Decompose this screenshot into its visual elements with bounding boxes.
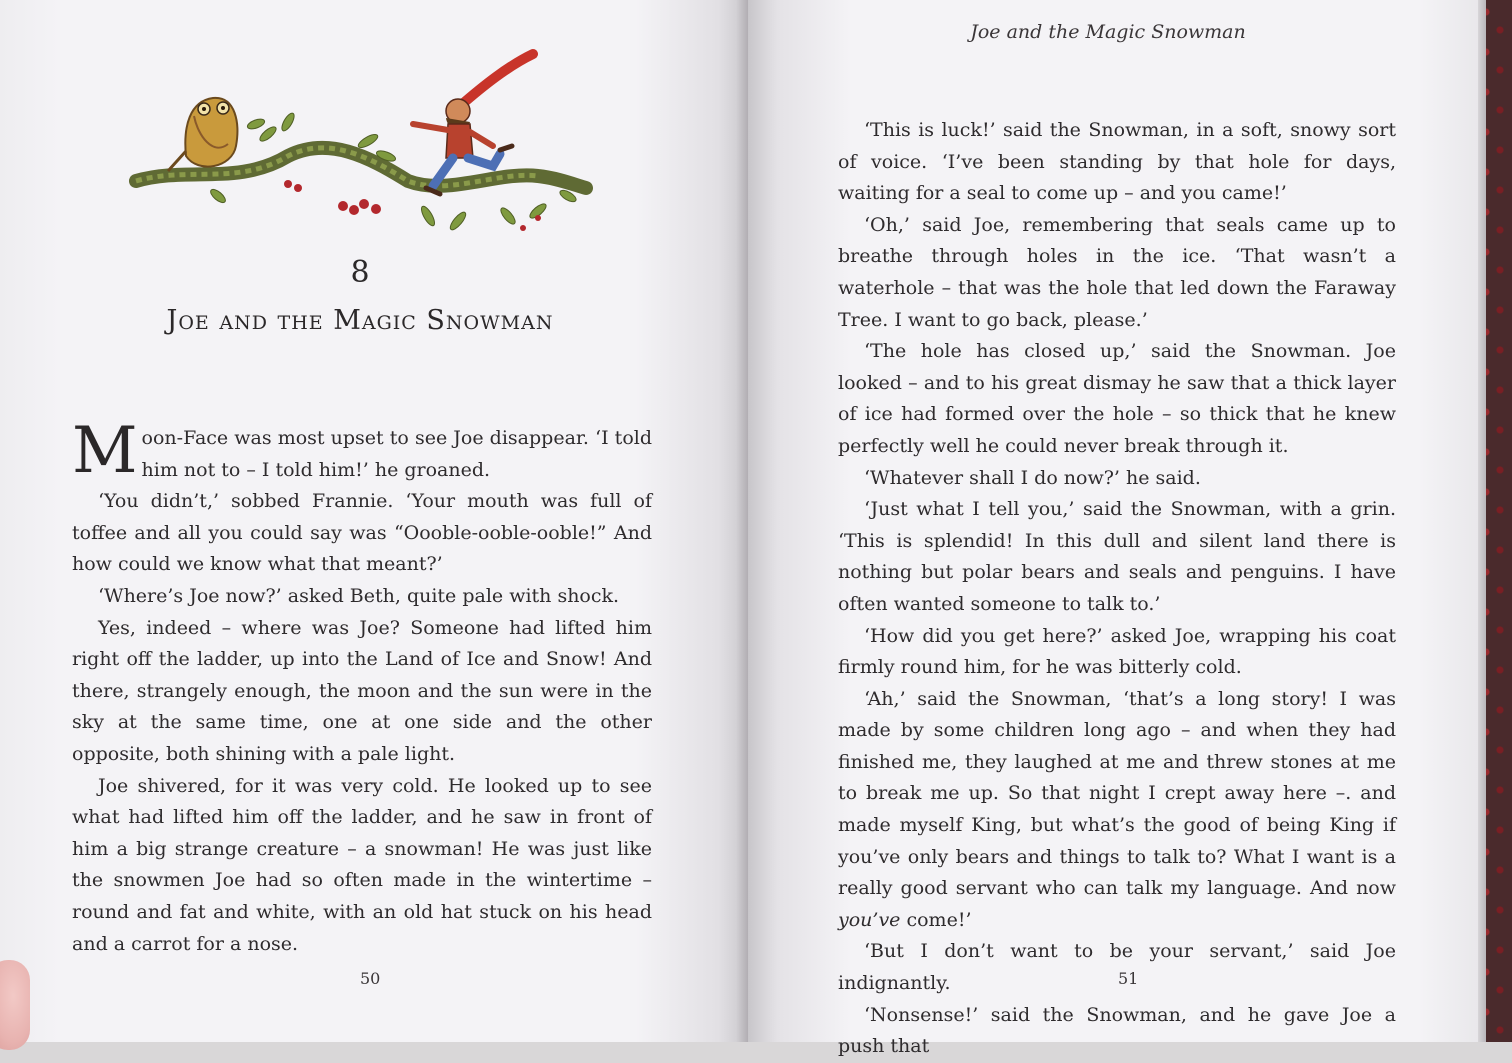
paragraph: ‘Nonsense!’ said the Snowman, and he gave Joe a push that (838, 1003, 1396, 1058)
paragraph: ‘How did you get here?’ asked Joe, wrapping his coat firmly round him, for he was bitterly cold. (838, 624, 1396, 679)
page-number: 51 (1118, 969, 1139, 988)
chapter-illustration (128, 46, 588, 251)
left-page (0, 0, 748, 1042)
line-prefix: And now (1309, 877, 1397, 900)
paragraph: ‘Where’s Joe now?’ asked Beth, quite pale with shock. (98, 584, 620, 607)
paragraph (838, 684, 1396, 937)
drop-cap: M (72, 414, 138, 488)
chapter-title: Joe and the Magic Snowman (166, 305, 554, 336)
paragraph-text: ‘Ah,’ said the Snowman, ‘that’s a long story! I was made by some children long ago – and when they had finished me, they laughed at me and threw stones at me to break me up. So that night I crept away here –. and made myself King, but what’s the good of being King if you’ve only bears and things to talk to? What I want is a really good servant who can talk my language. (838, 687, 1396, 900)
paragraph: ‘You didn’t,’ sobbed Frannie. ‘Your mouth was full of toffee and all you could say was “Oooble-ooble-ooble!” And how could we know what that meant?’ (72, 490, 652, 576)
paragraph: ‘This is luck!’ said the Snowman, in a soft, snowy sort of voice. ‘I’ve been standing by that hole for days, waiting for a seal to come up – and you came!’ (838, 119, 1396, 205)
right-body-text (838, 115, 1396, 1063)
paragraph: ‘But I don’t want to be your servant,’ said Joe indignantly. (838, 940, 1396, 995)
right-page (748, 0, 1478, 1058)
paragraph-text: oon-Face was most upset to see Joe disappear. ‘I told him not to – I told him!’ he groaned. (141, 427, 652, 481)
left-body-text (72, 414, 652, 960)
emphasis-text: you’ve (838, 908, 901, 931)
book-cover-edge (1478, 0, 1512, 1042)
paragraph: ‘Oh,’ said Joe, remembering that seals came up to breathe through holes in the ice. ‘That wasn’t a waterhole – that was the hole that led down the Faraway Tree. I want to go back, please.’ (838, 213, 1396, 331)
paragraph: ‘Whatever shall I do now?’ he said. (864, 466, 1201, 489)
thumb (0, 960, 30, 1050)
paragraph: Joe shivered, for it was very cold. He looked up to see what had lifted him off the ladder, and he saw in front of him a big strange creature – a snowman! He was just like the snowmen Joe had so often made in the wintertime – round and fat and white, with an old hat stuck on his head and a carrot for a nose. (72, 774, 652, 955)
page-number: 50 (360, 969, 381, 988)
paragraph: Yes, indeed – where was Joe? Someone had lifted him right off the ladder, up into the Land of Ice and Snow! And there, strangely enough, the moon and the sun were in the sky at the same time, one at one side and the other opposite, both shining with a pale light. (72, 616, 652, 765)
paragraph (72, 414, 652, 488)
line-suffix: come!’ (900, 908, 972, 931)
chapter-number: 8 (350, 255, 370, 290)
paragraph: ‘The hole has closed up,’ said the Snowman. Joe looked – and to his great dismay he saw that a thick layer of ice had formed over the hole – so thick that he knew perfectly well he could never break through it. (838, 340, 1396, 457)
owl (168, 98, 237, 171)
paragraph: ‘Just what I tell you,’ said the Snowman, with a grin. ‘This is splendid! In this dull and silent land there is nothing but polar bears and seals and penguins. I have often wanted someone to talk to.’ (838, 498, 1396, 615)
running-head: Joe and the Magic Snowman (970, 21, 1246, 43)
